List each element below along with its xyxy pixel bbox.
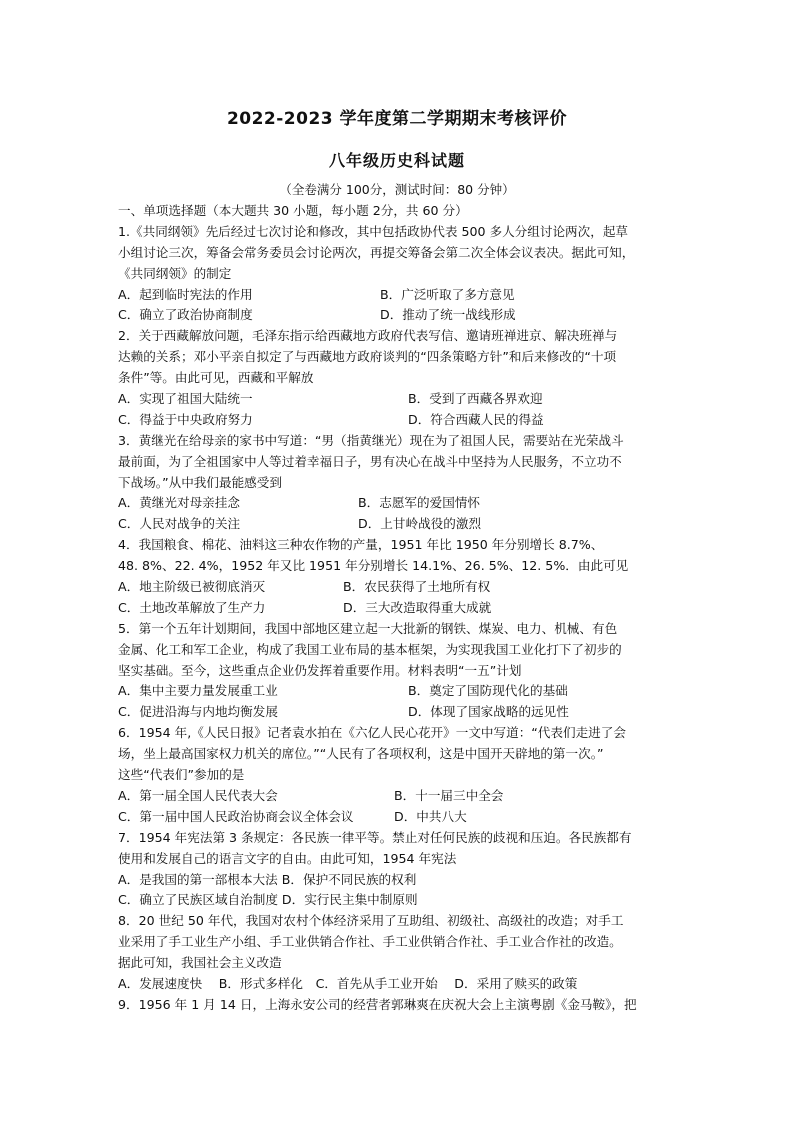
question-stem-line: 9．1956 年 1 月 14 日，上海永安公司的经营者郭琳爽在庆祝大会上主演粤剧《金马鞍》，把 <box>118 996 637 1012</box>
option-a: A．地主阶级已被彻底消灭 <box>118 579 266 595</box>
option-c: C．第一届中国人民政治协商会议全体会议 <box>118 808 354 824</box>
question-stem-line: 2．关于西藏解放问题，毛泽东指示给西藏地方政府代表写信、邀请班禅进京、解决班禅与 <box>118 328 618 344</box>
option-a: A．起到临时宪法的作用 <box>118 286 253 302</box>
option-b: B．奠定了国防现代化的基础 <box>408 683 568 699</box>
option-row <box>118 493 678 514</box>
option-row <box>118 702 678 723</box>
option-row <box>118 577 678 598</box>
question-stem-line: 条件”等。由此可见，西藏和平解放 <box>118 370 314 386</box>
option-d: D．符合西藏人民的得益 <box>408 411 544 427</box>
option-d: D．上甘岭战役的激烈 <box>358 516 482 532</box>
option-b: B．广泛听取了多方意见 <box>380 286 515 302</box>
question-stem-line: 业采用了手工业生产小组、手工业供销合作社、手工业供销合作社、手工业合作社的改造。 <box>118 934 622 950</box>
question-stem-line: 据此可知，我国社会主义改造 <box>118 955 282 971</box>
option-row <box>118 786 678 807</box>
option-c: C．人民对战争的关注 <box>118 516 241 532</box>
question-stem-line: 坚实基础。至今，这些重点企业仍发挥着重要作用。材料表明“一五”计划 <box>118 662 522 678</box>
question-stem-line: 7．1954 年宪法第 3 条规定：各民族一律平等。禁止对任何民族的歧视和压迫。各民族都有 <box>118 829 632 845</box>
question-stem-line: 1.《共同纲领》先后经过七次讨论和修改，其中包括政协代表 500 多人分组讨论两次，起草 <box>118 223 629 239</box>
option-a: A．实现了祖国大陆统一 <box>118 391 253 407</box>
option-a: A．集中主要力量发展重工业 <box>118 683 278 699</box>
question-stem-line: 48. 8%、22. 4%，1952 年又比 1951 年分别增长 14.1%、26. 5%、12. 5%．由此可见 <box>118 558 629 574</box>
question-stem-line: 场，坐上最高国家权力机关的席位。”“人民有了各项权利，这是中国开天辟地的第一次。” <box>118 746 604 762</box>
exam-note: （全卷满分 100分，测试时间：80 分钟） <box>279 182 515 197</box>
question-stem-line: 8．20 世纪 50 年代，我国对农村个体经济采用了互助组、初级社、高级社的改造；对手工 <box>118 913 624 929</box>
question-stem-line: 最前面，为了全祖国家中人等过着幸福日子，男有决心在战斗中坚持为人民服务，不立功不 <box>118 453 622 469</box>
option-line: C．确立了民族区域自治制度 D．实行民主集中制原则 <box>118 892 418 908</box>
option-row <box>118 598 678 619</box>
exam-title: 2022-2023 学年度第二学期期末考核评价 <box>226 109 568 129</box>
question-stem-line: 这些“代表们”参加的是 <box>118 767 245 783</box>
question-stem-line: 使用和发展自己的语言文字的自由。由此可知，1954 年宪法 <box>118 850 457 866</box>
option-d: D．体现了国家战略的远见性 <box>408 704 569 720</box>
question-9 <box>118 995 678 1016</box>
question-stem-line: 《共同纲领》的制定 <box>118 265 232 281</box>
option-d: D．中共八大 <box>394 808 467 824</box>
option-row <box>118 681 678 702</box>
option-row <box>118 389 678 410</box>
question-stem-line: 小组讨论三次，筹备会常务委员会讨论两次，再提交筹备会第二次全体会议表决。据此可知， <box>118 244 635 260</box>
option-line: A．发展速度快 B．形式多样化 C．首先从手工业开始 D．采用了赎买的政策 <box>118 975 578 991</box>
question-1 <box>118 222 678 326</box>
option-c: C．确立了政治协商制度 <box>118 307 253 323</box>
question-5 <box>118 619 678 723</box>
exam-content <box>118 201 678 1016</box>
question-2 <box>118 326 678 430</box>
question-stem-line: 5．第一个五年计划期间，我国中部地区建立起一大批新的钢铁、煤炭、电力、机械、有色 <box>118 620 618 636</box>
option-row <box>118 410 678 431</box>
question-8 <box>118 911 678 995</box>
section-heading: 一、单项选择题（本大题共 30 小题，每小题 2分，共 60 分） <box>118 203 468 218</box>
option-c: C．土地改革解放了生产力 <box>118 599 266 615</box>
option-b: B．农民获得了土地所有权 <box>343 579 491 595</box>
question-stem-line: 3．黄继光在给母亲的家书中写道：“男（指黄继光）现在为了祖国人民，需要站在光荣战斗 <box>118 432 624 448</box>
option-a: A．黄继光对母亲挂念 <box>118 495 240 511</box>
option-row <box>118 514 678 535</box>
option-b: B．志愿军的爱国情怀 <box>358 495 480 511</box>
option-b: B．受到了西藏各界欢迎 <box>408 391 543 407</box>
option-row <box>118 285 678 306</box>
question-6 <box>118 723 678 827</box>
option-c: C．得益于中央政府努力 <box>118 411 253 427</box>
option-line: A．是我国的第一部根本大法 B．保护不同民族的权利 <box>118 871 417 887</box>
question-stem-line: 4．我国粮食、棉花、油料这三种农作物的产量，1951 年比 1950 年分别增长 8.7%、 <box>118 537 604 553</box>
option-c: C．促进沿海与内地均衡发展 <box>118 704 278 720</box>
question-7 <box>118 828 678 912</box>
question-stem-line: 6．1954 年,《人民日报》记者袁水拍在《六亿人民心花开》一文中写道：“代表们走进了会 <box>118 725 626 741</box>
option-d: D．推动了统一战线形成 <box>380 307 516 323</box>
option-b: B．十一届三中全会 <box>394 787 504 803</box>
question-stem-line: 下战场。”从中我们最能感受到 <box>118 474 282 490</box>
option-row <box>118 807 678 828</box>
option-d: D．三大改造取得重大成就 <box>343 599 492 615</box>
option-row <box>118 305 678 326</box>
question-stem-line: 达赖的关系；邓小平亲自拟定了与西藏地方政府谈判的“四条策略方针”和后来修改的“十项 <box>118 349 617 365</box>
option-a: A．第一届全国人民代表大会 <box>118 787 278 803</box>
question-3 <box>118 431 678 535</box>
question-4 <box>118 535 678 619</box>
exam-subtitle: 八年级历史科试题 <box>328 151 465 170</box>
question-stem-line: 金属、化工和军工企业，构成了我国工业布局的基本框架，为实现我国工业化打下了初步的 <box>118 641 622 657</box>
